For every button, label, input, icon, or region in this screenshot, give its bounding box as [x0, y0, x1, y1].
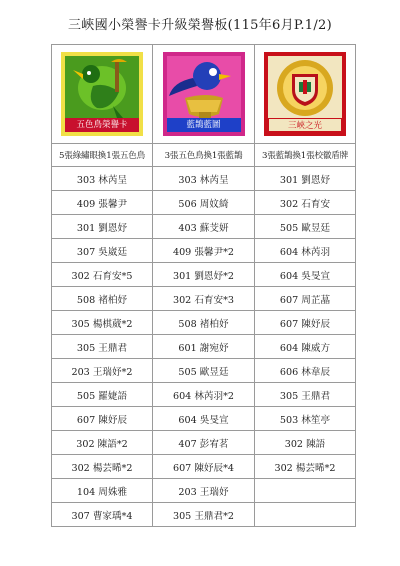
student-cell: 508 褚柏妤 [52, 287, 153, 311]
card-cell [52, 45, 153, 144]
student-cell: 302 石育安*5 [52, 263, 153, 287]
student-cell: 307 曹家瑀*4 [52, 503, 153, 527]
student-cell: 104 周姝雅 [52, 479, 153, 503]
table-row [52, 287, 356, 311]
table-row [52, 503, 356, 527]
card-label: 藍鵲藍圖 [167, 118, 241, 132]
student-cell: 604 陳威方 [255, 335, 356, 359]
student-cell: 305 王鼎君 [52, 335, 153, 359]
honor-board-table [51, 44, 356, 527]
student-cell: 303 林芮呈 [153, 167, 255, 191]
student-cell: 403 蘇芠妍 [153, 215, 255, 239]
card-label: 三峽之光 [268, 118, 342, 132]
student-cell: 508 褚柏妤 [153, 311, 255, 335]
student-cell: 409 張馨尹*2 [153, 239, 255, 263]
student-cell: 604 吳旻宣 [255, 263, 356, 287]
student-cell: 307 吳崴廷 [52, 239, 153, 263]
sanxia-light-card-image [264, 52, 346, 136]
table-row [52, 455, 356, 479]
card-image-row [52, 45, 356, 144]
table-row [52, 167, 356, 191]
table-row [52, 359, 356, 383]
student-cell: 301 劉恩妤 [52, 215, 153, 239]
student-cell: 505 歐昱廷 [153, 359, 255, 383]
student-cell: 302 石育安*3 [153, 287, 255, 311]
card-cell [153, 45, 255, 144]
exchange-rule-cell: 3張藍鵲換1張校徽盾牌 [255, 144, 356, 167]
student-cell: 305 王鼎君*2 [153, 503, 255, 527]
student-cell: 302 楊芸晞*2 [255, 455, 356, 479]
student-cell: 604 林芮羽 [255, 239, 356, 263]
student-cell: 604 林芮羽*2 [153, 383, 255, 407]
exchange-rule-cell: 3張五色鳥換1張藍鵲 [153, 144, 255, 167]
student-cell: 305 王鼎君 [255, 383, 356, 407]
page-title: 三峽國小榮譽卡升級榮譽板(115年6月P.1/2) [68, 18, 332, 33]
table-row [52, 191, 356, 215]
student-cell: 302 陳語*2 [52, 431, 153, 455]
table-row [52, 431, 356, 455]
table-row [52, 479, 356, 503]
table-row [52, 383, 356, 407]
student-cell: 302 陳語 [255, 431, 356, 455]
table-row [52, 311, 356, 335]
student-cell: 607 陳妤辰*4 [153, 455, 255, 479]
student-cell: 203 王瑞妤 [153, 479, 255, 503]
student-cell: 601 謝宛妤 [153, 335, 255, 359]
exchange-rule-row [52, 144, 356, 167]
student-cell: 305 楊棋葳*2 [52, 311, 153, 335]
student-cell: 506 周妏綺 [153, 191, 255, 215]
student-cell: 302 楊芸晞*2 [52, 455, 153, 479]
table-row [52, 407, 356, 431]
student-cell: 203 王瑞妤*2 [52, 359, 153, 383]
student-cell: 607 周芷蕌 [255, 287, 356, 311]
five-color-bird-card-image [61, 52, 143, 136]
card-cell [255, 45, 356, 144]
student-cell: 303 林芮呈 [52, 167, 153, 191]
card-label: 五色鳥榮譽卡 [65, 118, 139, 132]
student-cell: 505 歐昱廷 [255, 215, 356, 239]
student-cell: 301 劉恩妤 [255, 167, 356, 191]
student-cell: 407 彭宥茗 [153, 431, 255, 455]
table-row [52, 215, 356, 239]
student-cell: 607 陳妤辰 [255, 311, 356, 335]
student-cell [255, 503, 356, 527]
student-cell [255, 479, 356, 503]
student-cell: 503 林笙亭 [255, 407, 356, 431]
exchange-rule-cell: 5張綠繡眼換1張五色鳥 [52, 144, 153, 167]
student-cell: 607 陳妤辰 [52, 407, 153, 431]
table-row [52, 335, 356, 359]
blue-magpie-card-image [163, 52, 245, 136]
table-row [52, 239, 356, 263]
student-cell: 604 吳旻宣 [153, 407, 255, 431]
student-cell: 301 劉恩妤*2 [153, 263, 255, 287]
table-row [52, 263, 356, 287]
student-cell: 505 羅婕語 [52, 383, 153, 407]
student-cell: 606 林韋辰 [255, 359, 356, 383]
student-cell: 302 石育安 [255, 191, 356, 215]
student-cell: 409 張馨尹 [52, 191, 153, 215]
